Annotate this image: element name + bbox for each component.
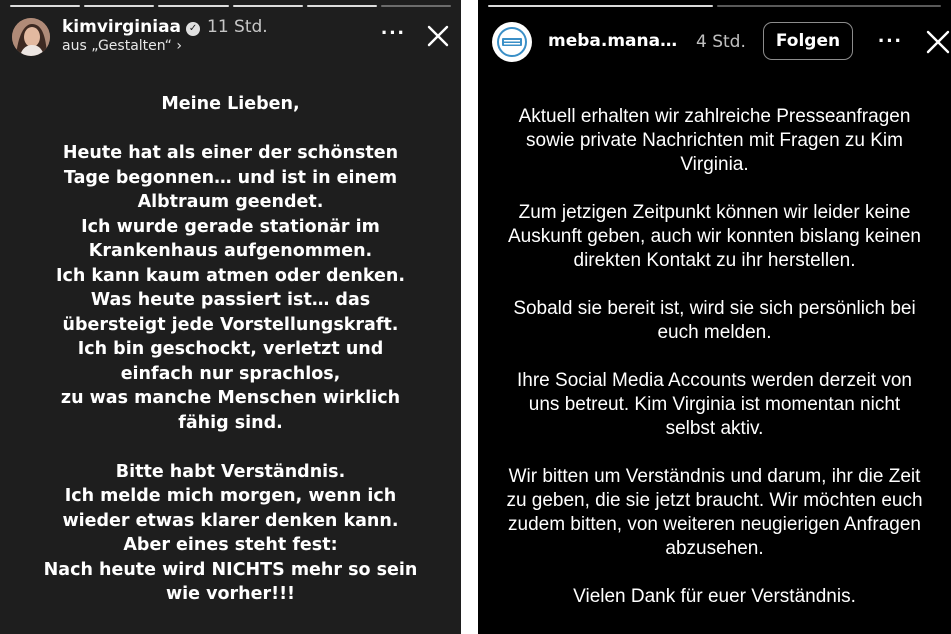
progress-segment: [84, 5, 154, 7]
avatar-image: [12, 18, 50, 56]
close-icon[interactable]: [926, 30, 950, 59]
text-line: Meine Lieben,: [161, 94, 300, 114]
paragraph-gap: [478, 441, 951, 465]
text-line: direkten Kontakt zu ihr herstellen.: [573, 250, 856, 271]
text-line: Albtraum geendet.: [137, 192, 324, 212]
text-line: Was heute passiert ist… das: [90, 290, 371, 310]
text-line: einfach nur sprachlos,: [120, 363, 341, 384]
text-line: abzusehen.: [665, 538, 764, 559]
progress-segment: [233, 5, 303, 7]
paragraph-gap: [478, 273, 951, 297]
username[interactable]: [62, 17, 200, 37]
brand-logo-icon: [497, 27, 527, 57]
progress-segment: [488, 5, 713, 7]
story-progress-bar: [10, 5, 451, 7]
avatar[interactable]: [492, 22, 532, 62]
text-line: Ich kann kaum atmen oder denken.: [55, 265, 406, 286]
text-line: zu geben, die sie jetzt braucht. Wir möchten euch: [506, 490, 923, 511]
post-time: 4 Std.: [696, 32, 746, 52]
progress-segment: [381, 5, 451, 7]
text-line: Ich bin geschockt, verletzt und: [77, 339, 384, 359]
story-left[interactable]: [0, 0, 461, 634]
more-icon[interactable]: ···: [381, 20, 406, 45]
paragraph-gap: [478, 345, 951, 369]
username-text[interactable]: kimvirginiaa: [62, 17, 182, 37]
progress-segment: [158, 5, 228, 7]
text-line: zudem bitten, von weiteren neugierigen Anfragen: [508, 514, 921, 535]
story-right[interactable]: [478, 0, 951, 634]
text-line: Nach heute wird NICHTS mehr so sein: [43, 559, 418, 580]
text-line: Ich melde mich morgen, wenn ich: [64, 486, 397, 506]
story-text: [478, 105, 951, 609]
text-line: wie vorher!!!: [165, 584, 296, 604]
close-icon[interactable]: [427, 25, 449, 52]
progress-segment: [717, 5, 942, 7]
text-line: Vielen Dank für euer Verständnis.: [573, 586, 856, 607]
text-line: Heute hat als einer der schönsten: [62, 143, 399, 163]
text-line: zu was manche Menschen wirklich: [60, 388, 401, 408]
text-line: euch melden.: [657, 322, 772, 343]
text-line: Aktuell erhalten wir zahlreiche Presseanfragen: [518, 106, 911, 127]
text-line: Krankenhaus aufgenommen.: [88, 241, 373, 261]
text-line: Wir bitten um Verständnis und darum, ihr die Zeit: [508, 466, 921, 487]
text-line: Ihre Social Media Accounts werden derzeit von: [517, 370, 912, 391]
avatar[interactable]: [12, 18, 50, 56]
progress-segment: [10, 5, 80, 7]
text-line: Zum jetzigen Zeitpunkt können wir leider keine: [518, 202, 911, 223]
username[interactable]: meba.mana…: [548, 31, 678, 51]
post-time: 11 Std.: [207, 17, 268, 37]
text-line: sowie private Nachrichten mit Fragen zu Kim: [526, 130, 903, 151]
verified-badge-icon: ✓: [186, 22, 200, 36]
story-text: [0, 92, 461, 607]
text-line: Sobald sie bereit ist, wird sie sich persönlich bei: [513, 298, 916, 319]
text-line: uns betreut. Kim Virginia ist momentan nicht: [528, 394, 901, 415]
follow-button[interactable]: Folgen: [763, 22, 853, 60]
text-line: fähig sind.: [178, 412, 283, 433]
effect-attribution[interactable]: aus „Gestalten“ ›: [62, 38, 182, 54]
text-line: Virginia.: [680, 154, 749, 175]
text-line: Bitte habt Verständnis.: [115, 461, 346, 482]
paragraph-gap: [0, 117, 461, 142]
text-line: Ich wurde gerade stationär im: [81, 216, 380, 237]
text-line: Auskunft geben, auch wir konnten bislang keinen: [508, 226, 921, 247]
text-line: selbst aktiv.: [665, 418, 764, 439]
text-line: Aber eines steht fest:: [123, 535, 338, 555]
paragraph-gap: [478, 561, 951, 585]
text-line: übersteigt jede Vorstellungskraft.: [62, 314, 399, 335]
text-line: wieder etwas klarer denken kann.: [62, 510, 399, 531]
progress-segment: [307, 5, 377, 7]
paragraph-gap: [478, 177, 951, 201]
text-line: Tage begonnen… und ist in einem: [63, 167, 398, 188]
more-icon[interactable]: ···: [878, 28, 903, 53]
story-progress-bar: [488, 5, 941, 7]
paragraph-gap: [0, 435, 461, 460]
